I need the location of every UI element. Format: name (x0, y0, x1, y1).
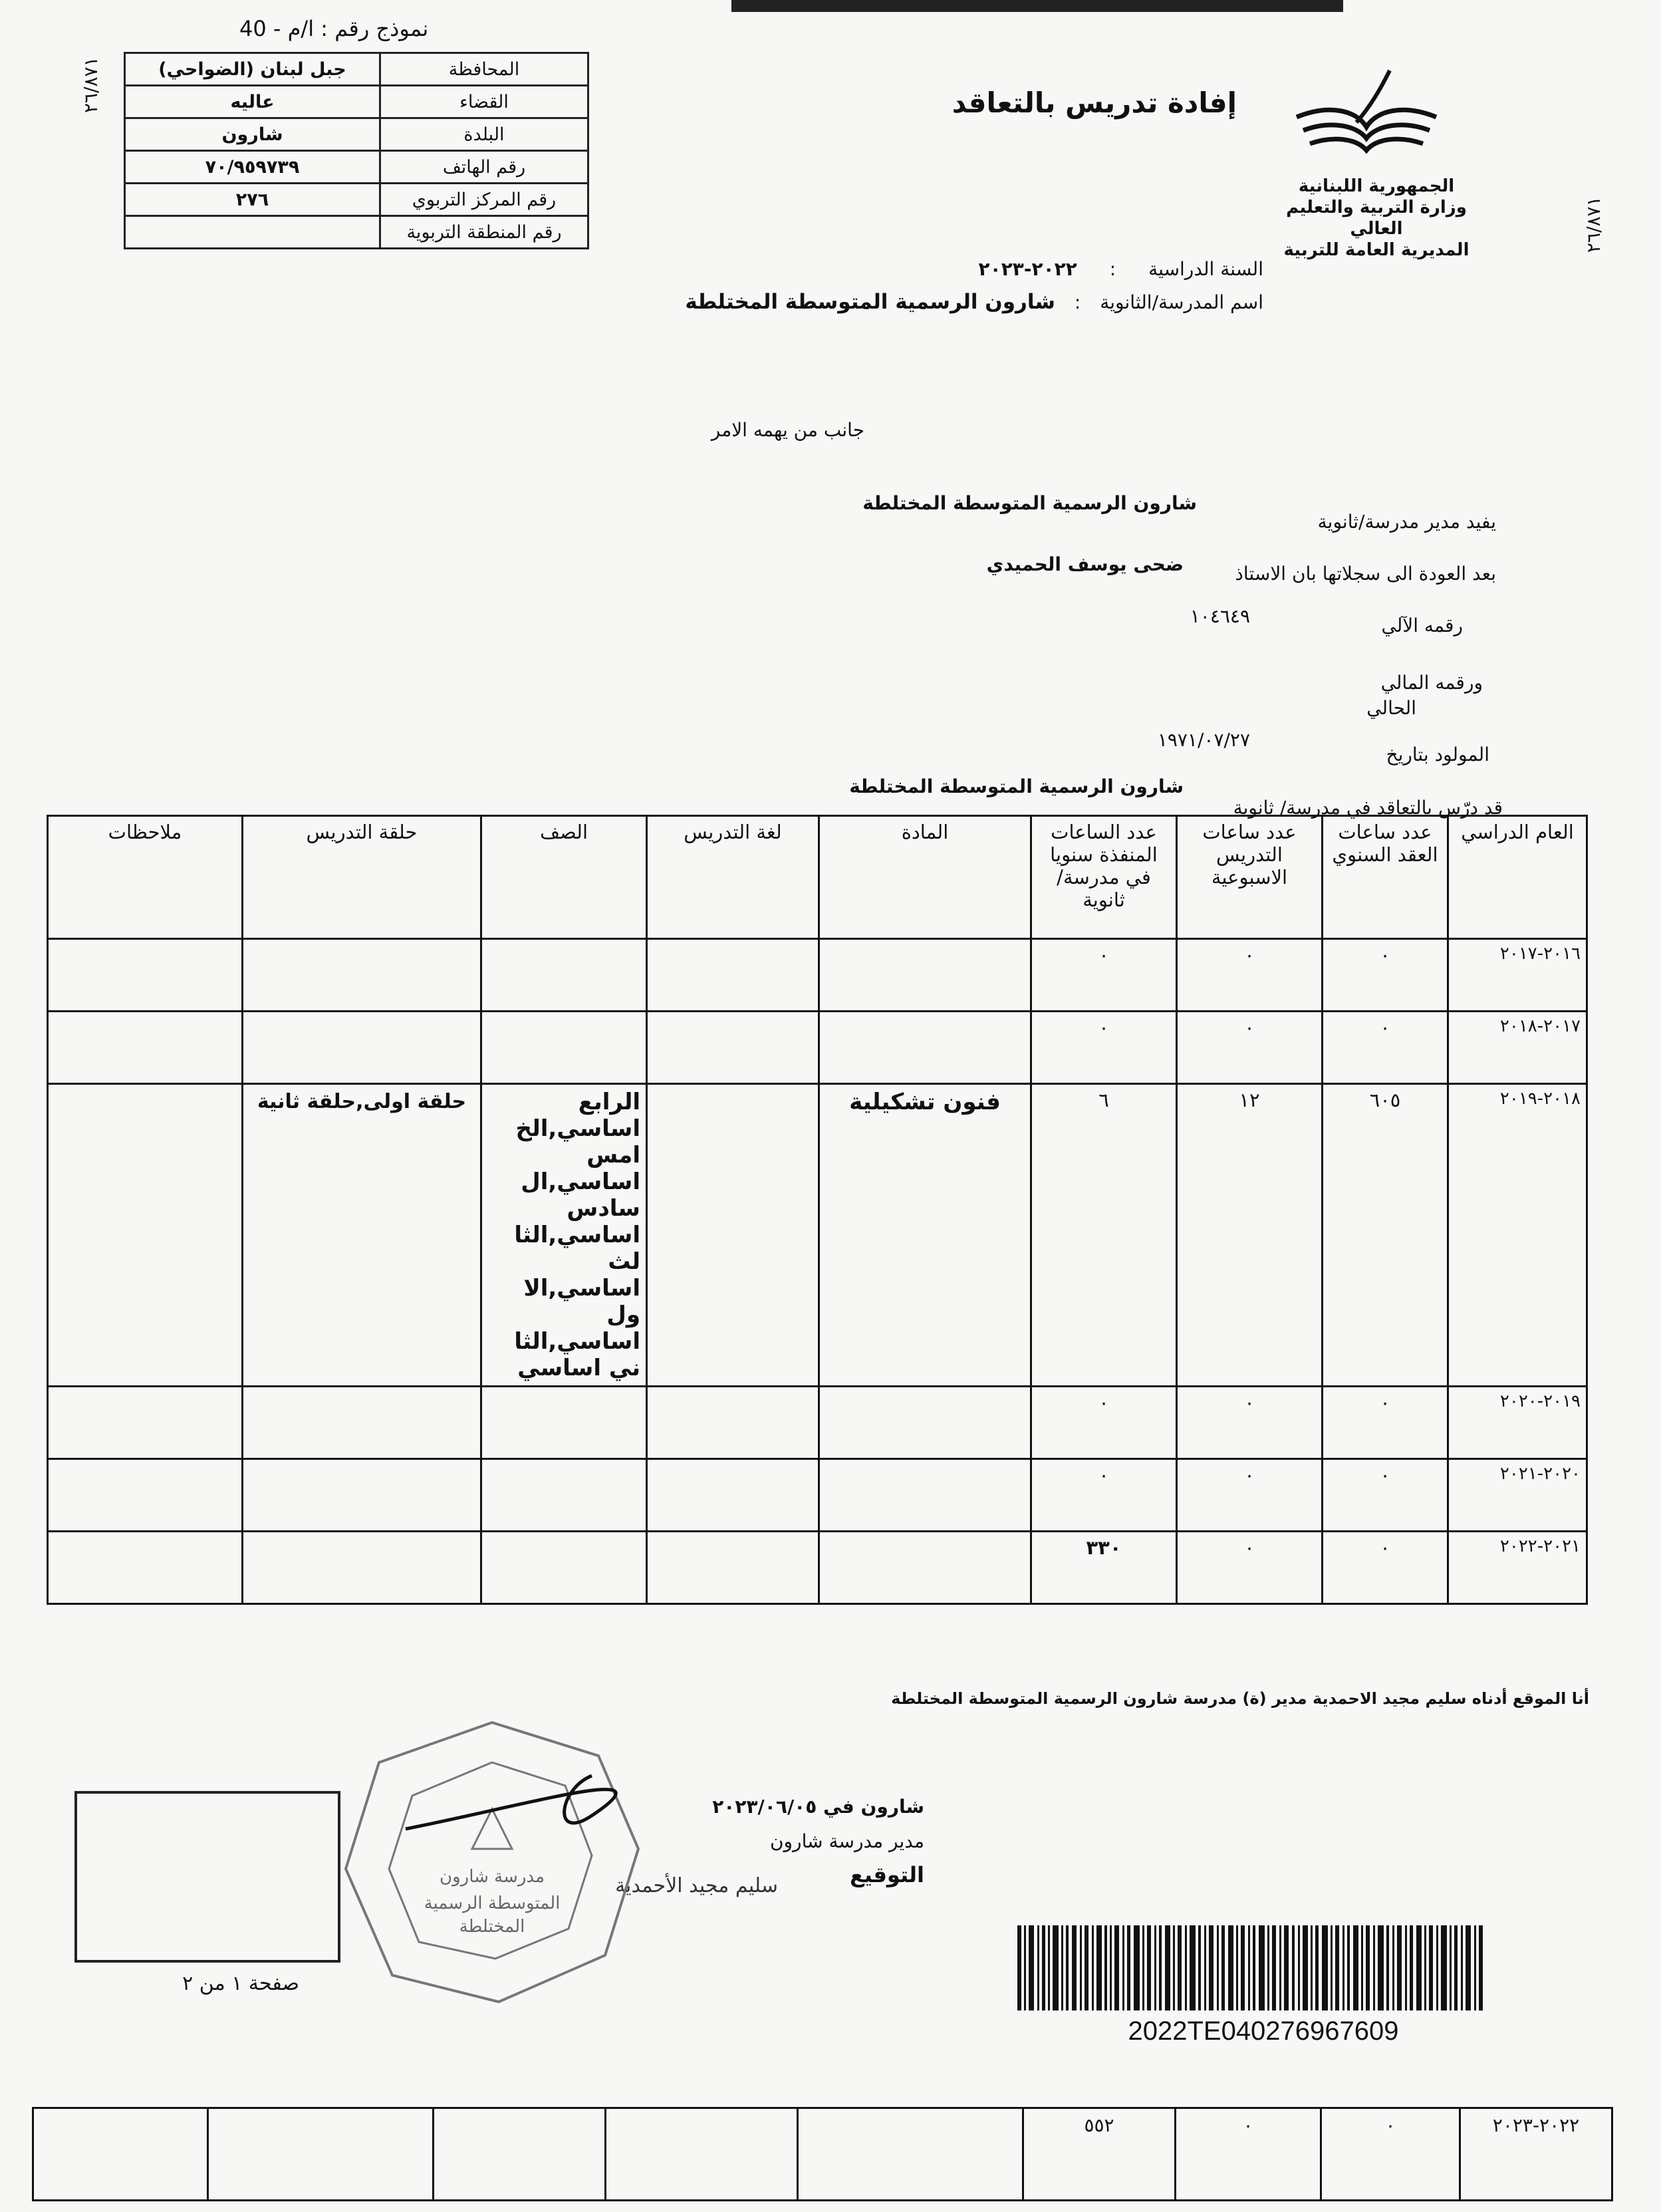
table-cell (647, 1532, 819, 1604)
table-cell: ٠ (1323, 1012, 1448, 1084)
stamp-text: المتوسطة الرسمية (424, 1893, 561, 1913)
line-teacher-value: ضحى يوسف الحميدي (986, 553, 1184, 575)
table-cell (434, 2108, 606, 2201)
info-row (125, 53, 588, 86)
signature-label: التوقيع (850, 1862, 924, 1887)
form-number: نموذج رقم : ا/م - 40 (239, 16, 429, 41)
table-cell (243, 1387, 481, 1459)
info-row (125, 184, 588, 216)
line-birthdate-value: ١٩٧١/٠٧/٢٧ (1157, 729, 1250, 751)
table-cell: ٠ (1031, 1387, 1177, 1459)
table-row (48, 1532, 1587, 1604)
colon: : (1109, 258, 1116, 280)
line-director-label: يفيد مدير مدرسة/ثانوية (1317, 511, 1496, 533)
table-header-row (48, 816, 1587, 939)
table-cell: ٢٠١٦-٢٠١٧ (1448, 939, 1587, 1012)
table-cell (208, 2108, 434, 2201)
signature-box (74, 1791, 340, 1963)
info-row (125, 86, 588, 118)
ministry-logo-icon (1290, 64, 1443, 157)
school-year-row (931, 258, 1263, 280)
table-cell (481, 1532, 647, 1604)
director-title: مدير مدرسة شارون (769, 1830, 924, 1852)
school-name-value: شارون الرسمية المتوسطة المختلطة (685, 290, 1055, 314)
table-cell: ٠ (1177, 1012, 1323, 1084)
line-auto-number-value: ١٠٤٦٤٩ (1190, 605, 1250, 627)
table-cell (819, 1532, 1031, 1604)
table-cell: ٦٠٥ (1323, 1084, 1448, 1387)
table-cell (481, 1459, 647, 1532)
table-header: ملاحظات (48, 816, 243, 939)
table-header: العام الدراسي (1448, 816, 1587, 939)
table-cell: ٥٥٢ (1023, 2108, 1176, 2201)
table-cell (48, 1012, 243, 1084)
table-cell (48, 939, 243, 1012)
stamp-text: مدرسة شارون (439, 1867, 545, 1887)
scan-edge (731, 0, 1343, 12)
table-cell (647, 1084, 819, 1387)
table-cell: ٢٠١٧-٢٠١٨ (1448, 1012, 1587, 1084)
info-label: المحافظة (380, 53, 588, 86)
table-cell: ٦ (1031, 1084, 1177, 1387)
table-cell (243, 1532, 481, 1604)
line-teacher-label: بعد العودة الى سجلاتها بان الاستاذ (1235, 563, 1496, 585)
school-name-row (665, 290, 1263, 314)
table-cell: ٠ (1031, 939, 1177, 1012)
table-cell (48, 1387, 243, 1459)
info-row (125, 216, 588, 249)
org-line: الجمهورية اللبنانية (1298, 176, 1455, 196)
table-cell: ٠ (1323, 1459, 1448, 1532)
table-cell: ٠ (1323, 1387, 1448, 1459)
table-cell (647, 1012, 819, 1084)
table-row (33, 2108, 1612, 2201)
side-note-left: ٢٦/٨٧١ (80, 57, 102, 113)
continuation-table (32, 2107, 1613, 2201)
line-taught-label: قد درّس بالتعاقد في مدرسة/ ثانوية (1233, 797, 1503, 819)
table-row (48, 1012, 1587, 1084)
info-value (125, 216, 380, 249)
table-cell (819, 1012, 1031, 1084)
table-header: المادة (819, 816, 1031, 939)
table-cell (481, 1387, 647, 1459)
table-cell: ٢٠٢٠-٢٠٢١ (1448, 1459, 1587, 1532)
table-header: لغة التدريس (647, 816, 819, 939)
table-cell: ٠ (1323, 939, 1448, 1012)
table-header: حلقة التدريس (243, 816, 481, 939)
table-cell: ٢٠٢١-٢٠٢٢ (1448, 1532, 1587, 1604)
table-row (48, 1387, 1587, 1459)
org-line: وزارة التربية والتعليم العالي (1286, 198, 1467, 239)
table-cell (481, 939, 647, 1012)
table-header: عدد ساعات التدريس الاسبوعية (1177, 816, 1323, 939)
table-cell: ٢٠٢٢-٢٠٢٣ (1460, 2108, 1612, 2201)
org-line: المديرية العامة للتربية (1283, 240, 1469, 260)
document-title: إفادة تدريس بالتعاقد (952, 86, 1237, 119)
table-cell: ٠ (1321, 2108, 1460, 2201)
table-cell: حلقة اولى,حلقة ثانية (243, 1084, 481, 1387)
colon: : (1074, 291, 1081, 313)
declaration-text: أنا الموقع أدناه سليم مجيد الاحمدية مدير (ة) مدرسة شارون الرسمية المتوسطة المختلطة (891, 1689, 1589, 1708)
table-cell: ٢٠١٨-٢٠١٩ (1448, 1084, 1587, 1387)
info-row (125, 118, 588, 151)
table-cell (819, 1459, 1031, 1532)
page-indicator: صفحة ١ من ٢ (182, 1972, 299, 1995)
table-cell (481, 1012, 647, 1084)
table-cell: الرابع اساسي,الخ امس اساسي,ال سادس اساسي,الثا لث اساسي,الا ول اساسي,الثا ني اساسي (481, 1084, 647, 1387)
table-cell: ٠ (1031, 1012, 1177, 1084)
line-financial-number-label2: الحالي (1366, 697, 1416, 719)
table-cell: فنون تشكيلية (819, 1084, 1031, 1387)
place-date: شارون في ٢٠٢٣/٠٦/٠٥ (712, 1796, 924, 1818)
line-birthdate-label: المولود بتاريخ (1386, 744, 1489, 765)
table-cell (819, 1387, 1031, 1459)
table-cell (819, 939, 1031, 1012)
table-cell (48, 1459, 243, 1532)
official-stamp-icon (339, 1716, 645, 2008)
info-value: جبل لبنان (الضواحي) (125, 53, 380, 86)
info-value: شارون (125, 118, 380, 151)
school-year-label: السنة الدراسية (1148, 258, 1263, 280)
info-label: رقم المنطقة التربوية (380, 216, 588, 249)
info-value: عاليه (125, 86, 380, 118)
school-year-value: ٢٠٢٢-٢٠٢٣ (978, 258, 1077, 280)
table-cell: ٣٣٠ (1031, 1532, 1177, 1604)
table-header: عدد ساعات العقد السنوي (1323, 816, 1448, 939)
table-cell (48, 1532, 243, 1604)
table-cell (606, 2108, 798, 2201)
table-cell (798, 2108, 1023, 2201)
stamp-text: المختلطة (459, 1917, 525, 1937)
info-label: رقم المركز التربوي (380, 184, 588, 216)
info-value: ٢٧٦ (125, 184, 380, 216)
barcode-icon (1017, 1925, 1483, 2010)
info-value: ٧٠/٩٥٩٧٣٩ (125, 151, 380, 184)
table-cell: ٢٠١٩-٢٠٢٠ (1448, 1387, 1587, 1459)
table-cell: ٠ (1177, 1532, 1323, 1604)
signature-name: سليم مجيد الأحمدية (615, 1874, 778, 1897)
line-auto-number-label: رقمه الآلي (1381, 615, 1463, 636)
table-cell (647, 939, 819, 1012)
table-row (48, 1084, 1587, 1387)
table-cell: ١٢ (1177, 1084, 1323, 1387)
table-cell (243, 1012, 481, 1084)
info-row (125, 151, 588, 184)
side-note-right: ٢٦/٨٧١ (1583, 196, 1604, 253)
table-cell (647, 1387, 819, 1459)
line-director-value: شارون الرسمية المتوسطة المختلطة (862, 492, 1197, 514)
table-header: عدد الساعات المنفذة سنويا في مدرسة/ثانوية (1031, 816, 1177, 939)
organization-name (1263, 176, 1489, 261)
table-cell (647, 1459, 819, 1532)
table-cell (243, 1459, 481, 1532)
info-label: القضاء (380, 86, 588, 118)
table-row (48, 939, 1587, 1012)
table-cell (48, 1084, 243, 1387)
line-taught-value: شارون الرسمية المتوسطة المختلطة (849, 775, 1184, 797)
info-label: البلدة (380, 118, 588, 151)
table-cell: ٠ (1323, 1532, 1448, 1604)
barcode-number: 2022TE040276967609 (1128, 2016, 1399, 2046)
addressee: جانب من يهمه الامر (711, 419, 864, 441)
table-row (48, 1459, 1587, 1532)
table-cell: ٠ (1177, 1387, 1323, 1459)
location-info-table (124, 52, 589, 249)
table-cell: ٠ (1031, 1459, 1177, 1532)
table-cell (243, 939, 481, 1012)
school-name-label: اسم المدرسة/الثانوية (1100, 291, 1263, 313)
table-cell: ٠ (1177, 939, 1323, 1012)
table-cell: ٠ (1177, 1459, 1323, 1532)
table-header: الصف (481, 816, 647, 939)
table-cell (33, 2108, 208, 2201)
teaching-hours-table (47, 815, 1588, 1605)
table-cell: ٠ (1176, 2108, 1321, 2201)
line-financial-number-label: ورقمه المالي (1380, 672, 1483, 694)
info-label: رقم الهاتف (380, 151, 588, 184)
